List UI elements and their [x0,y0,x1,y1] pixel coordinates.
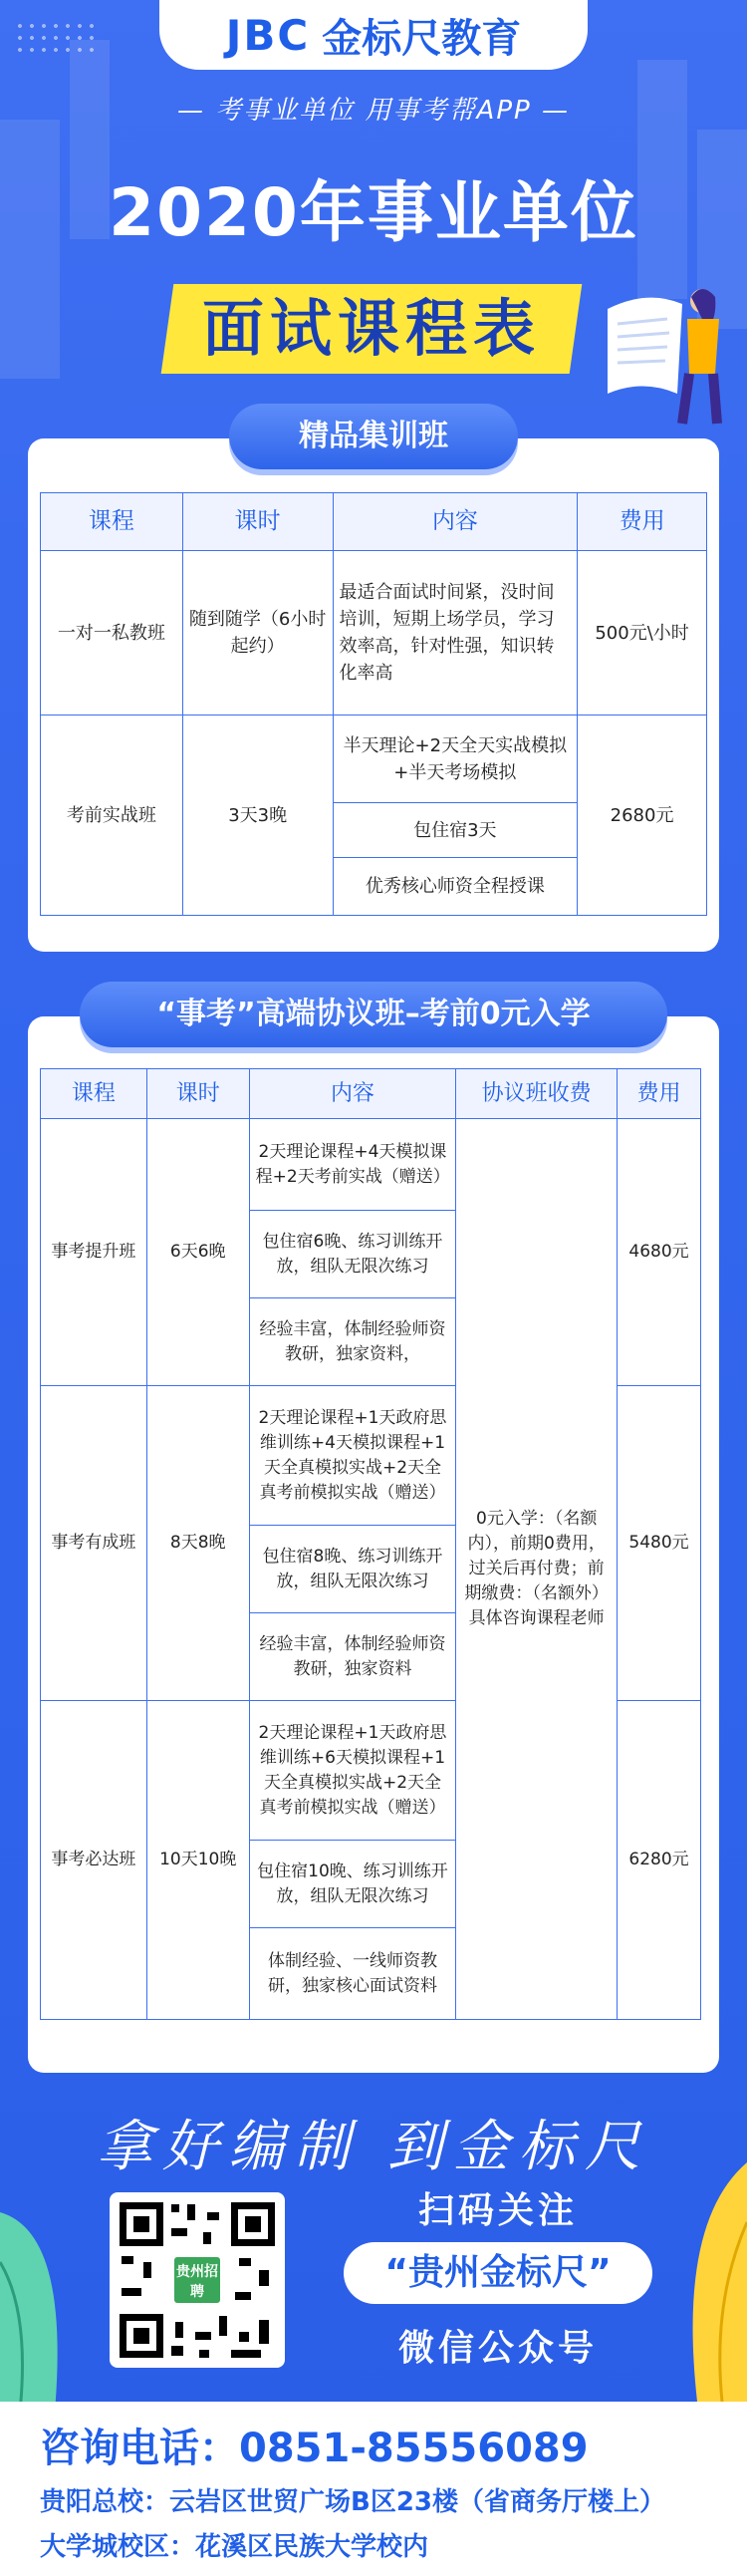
course-hours: 3天3晚 [182,716,333,916]
wechat-label: 微信公众号 [397,2328,598,2369]
qr-center-badge [171,2254,223,2306]
contact-phone: 咨询电话：0851-85556089 [40,2426,589,2471]
course-fee: 5480元 [618,1386,701,1701]
course-fee: 4680元 [618,1119,701,1386]
page-title: 2020年事业单位 [109,174,638,251]
course-name: 事考有成班 [41,1386,147,1701]
header-course: 课程 [41,1069,147,1119]
course-content: 半天理论+2天全天实战模拟+半天考场模拟 [333,716,578,803]
course-hours: 10天10晚 [146,1701,249,2020]
table-row [41,1119,701,1211]
header-content: 内容 [249,1069,456,1119]
header-agreement-fee: 协议班收费 [456,1069,618,1119]
logo-chinese: 金标尺教育 [322,15,522,62]
plant-decoration-right [667,2162,747,2402]
course-content: 2天理论课程+4天模拟课程+2天考前实战（赠送） [249,1119,456,1211]
section-title-premium: 精品集训班 [229,404,518,469]
section-title-agreement: “事考”高端协议班–考前0元入学 [80,982,667,1047]
course-content: 经验丰富，体制经验师资教研，独家资料 [249,1613,456,1701]
course-content: 包住宿8晚、练习训练开放，组队无限次练习 [249,1526,456,1613]
brand-logo [159,0,588,70]
tagline: — 考事业单位 用事考帮APP — [177,96,570,126]
header-hours: 课时 [182,493,333,551]
course-name: 事考提升班 [41,1119,147,1386]
agreement-terms: 0元入学：（名额内），前期0费用，过关后再付费；前期缴费：（名额外）具体咨询课程老师 [456,1119,618,2020]
header-content: 内容 [333,493,578,551]
course-fee: 500元\小时 [578,551,707,716]
course-name: 一对一私教班 [41,551,183,716]
course-content: 包住宿10晚、练习训练开放，组队无限次练习 [249,1841,456,1928]
premium-course-table [40,492,707,916]
page-subtitle: 面试课程表 [201,292,541,365]
qr-code [110,2192,285,2368]
header-fee: 费用 [578,493,707,551]
university-campus-address: 大学城校区：花溪区民族大学校内 [40,2532,429,2562]
course-content: 包住宿3天 [333,803,578,858]
dot-grid-decoration [14,20,94,60]
course-content: 2天理论课程+1天政府思维训练+6天模拟课程+1天全真模拟实战+2天全真考前模拟实战（赠送） [249,1701,456,1841]
course-content: 体制经验、一线师资教研，独家核心面试资料 [249,1928,456,2020]
follow-prompt: 扫码关注 [417,2190,578,2231]
course-hours: 6天6晚 [146,1119,249,1386]
header-fee: 费用 [618,1069,701,1119]
plant-decoration-left [0,2152,80,2412]
header-hours: 课时 [146,1069,249,1119]
slogan: 拿好编制 到金标尺 [97,2115,650,2179]
logo-latin: JBC [225,10,311,60]
course-content: 2天理论课程+1天政府思维训练+4天模拟课程+1天全真模拟实战+2天全真考前模拟实战（赠送） [249,1386,456,1526]
course-content: 优秀核心师资全程授课 [333,858,578,916]
reading-person-illustration [588,279,737,429]
course-name: 事考必达班 [41,1701,147,2020]
table-row [41,551,707,716]
course-fee: 2680元 [578,716,707,916]
course-content: 最适合面试时间紧，没时间培训，短期上场学员，学习效率高，针对性强，知识转化率高 [333,551,578,716]
qr-badge-label: 贵州招聘 [176,2264,218,2300]
main-campus-address: 贵阳总校：云岩区世贸广场B区23楼（省商务厅楼上） [40,2487,665,2517]
course-content: 包住宿6晚、练习训练开放，组队无限次练习 [249,1211,456,1298]
course-hours: 随到随学（6小时起约） [182,551,333,716]
table-row [41,716,707,803]
course-name: 考前实战班 [41,716,183,916]
agreement-course-table [40,1068,701,2020]
course-hours: 8天8晚 [146,1386,249,1701]
header-course: 课程 [41,493,183,551]
wechat-account-name: “贵州金标尺” [344,2242,652,2304]
course-fee: 6280元 [618,1701,701,2020]
course-content: 经验丰富，体制经验师资教研，独家资料， [249,1298,456,1386]
